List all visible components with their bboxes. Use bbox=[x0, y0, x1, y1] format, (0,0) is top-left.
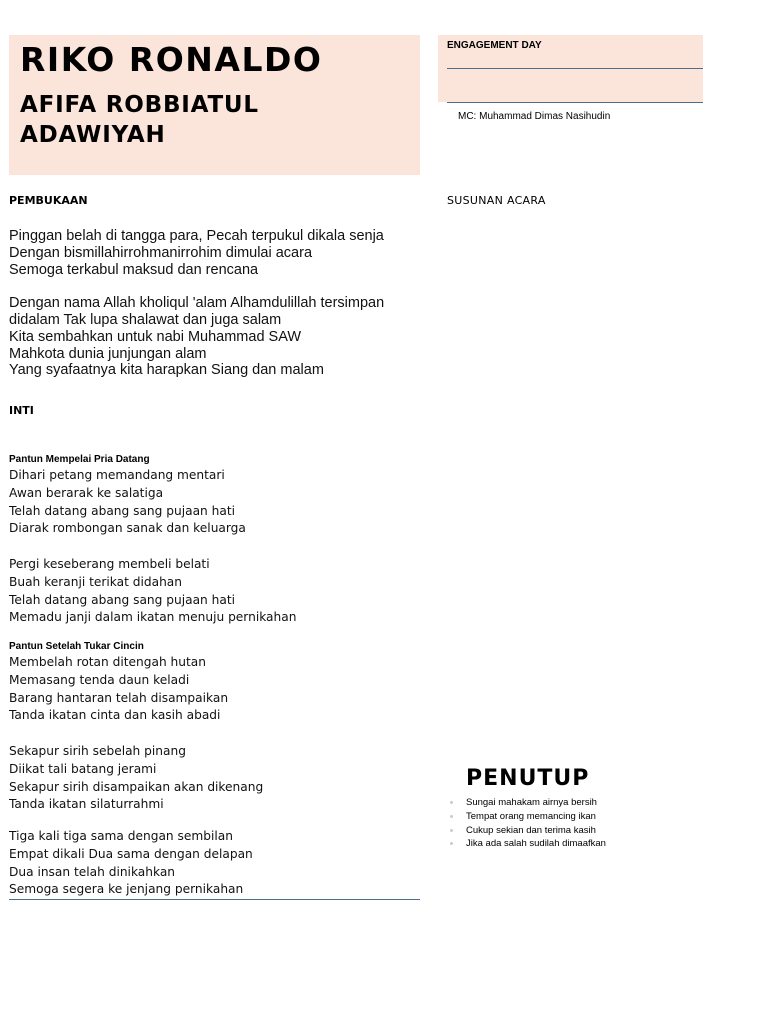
opening-line: Yang syafaatnya kita harapkan Siang dan malam bbox=[9, 362, 324, 379]
pantun-line: Tanda ikatan cinta dan kasih abadi bbox=[9, 708, 221, 723]
pantun-line: Sekapur sirih sebelah pinang bbox=[9, 744, 186, 758]
groom-name: RIKO RONALDO bbox=[20, 40, 323, 79]
pantun-line: Tanda ikatan silaturrahmi bbox=[9, 797, 164, 812]
pantun-line: Diarak rombongan sanak dan keluarga bbox=[9, 521, 246, 536]
opening-line: Semoga terkabul maksud dan rencana bbox=[9, 261, 259, 278]
opening-text bbox=[9, 228, 429, 379]
penutup-heading: PENUTUP bbox=[466, 766, 590, 791]
pantun-cincin-stanza-2 bbox=[9, 743, 263, 814]
pantun-pria-heading: Pantun Mempelai Pria Datang bbox=[9, 454, 150, 465]
opening-line: Dengan nama Allah kholiqul 'alam Alhamdulillah tersimpan bbox=[9, 295, 385, 312]
closing-item: Tempat orang memancing ikan bbox=[447, 810, 606, 824]
pantun-line: Awan berarak ke salatiga bbox=[9, 485, 164, 500]
bride-name: AFIFA ROBBIATUL ADAWIYAH bbox=[20, 92, 259, 148]
pantun-pria-stanza-1 bbox=[9, 467, 246, 538]
pantun-line: Telah datang abang sang pujaan hati bbox=[9, 592, 236, 607]
pantun-line: Diikat tali batang jerami bbox=[9, 761, 157, 776]
closing-item: Jika ada salah sudilah dimaafkan bbox=[447, 837, 606, 851]
inti-heading: INTI bbox=[9, 404, 34, 417]
mc-name: MC: Muhammad Dimas Nasihudin bbox=[458, 111, 611, 122]
pantun-line: Empat dikali Dua sama dengan delapan bbox=[9, 846, 253, 861]
pantun-line: Buah keranji terikat didahan bbox=[9, 574, 183, 589]
pantun-line: Dua insan telah dinikahkan bbox=[9, 864, 176, 879]
opening-line: didalam Tak lupa shalawat dan juga salam bbox=[9, 311, 282, 328]
pantun-line: Semoga segera ke jenjang pernikahan bbox=[9, 882, 244, 897]
pantun-line: Membelah rotan ditengah hutan bbox=[9, 655, 206, 669]
opening-line: Mahkota dunia junjungan alam bbox=[9, 345, 207, 362]
closing-list bbox=[447, 796, 606, 851]
pantun-line: Sekapur sirih disampaikan akan dikenang bbox=[9, 779, 264, 794]
divider-line bbox=[9, 899, 420, 900]
event-label: ENGAGEMENT DAY bbox=[447, 40, 542, 51]
pantun-line: Telah datang abang sang pujaan hati bbox=[9, 503, 236, 518]
pantun-line: Memadu janji dalam ikatan menuju pernikahan bbox=[9, 610, 297, 625]
pantun-line: Memasang tenda daun keladi bbox=[9, 672, 190, 687]
divider-line bbox=[447, 68, 703, 69]
opening-line: Kita sembahkan untuk nabi Muhammad SAW bbox=[9, 328, 302, 345]
closing-item: Cukup sekian dan terima kasih bbox=[447, 824, 606, 838]
pantun-line: Barang hantaran telah disampaikan bbox=[9, 690, 229, 705]
pantun-cincin-stanza-1 bbox=[9, 654, 228, 725]
pantun-line: Dihari petang memandang mentari bbox=[9, 468, 225, 482]
pembukaan-heading: PEMBUKAAN bbox=[9, 194, 88, 207]
opening-line: Dengan bismillahirrohmanirrohim dimulai acara bbox=[9, 244, 313, 261]
opening-line: Pinggan belah di tangga para, Pecah terpukul dikala senja bbox=[9, 228, 384, 244]
divider-line bbox=[447, 102, 703, 103]
pantun-cincin-heading: Pantun Setelah Tukar Cincin bbox=[9, 641, 144, 652]
pantun-pria-stanza-2 bbox=[9, 556, 296, 627]
pantun-cincin-stanza-3 bbox=[9, 828, 253, 899]
pantun-line: Tiga kali tiga sama dengan sembilan bbox=[9, 829, 233, 843]
susunan-acara-heading: SUSUNAN ACARA bbox=[447, 194, 546, 207]
closing-item: Sungai mahakam airnya bersih bbox=[447, 796, 606, 810]
pantun-line: Pergi keseberang membeli belati bbox=[9, 557, 210, 571]
